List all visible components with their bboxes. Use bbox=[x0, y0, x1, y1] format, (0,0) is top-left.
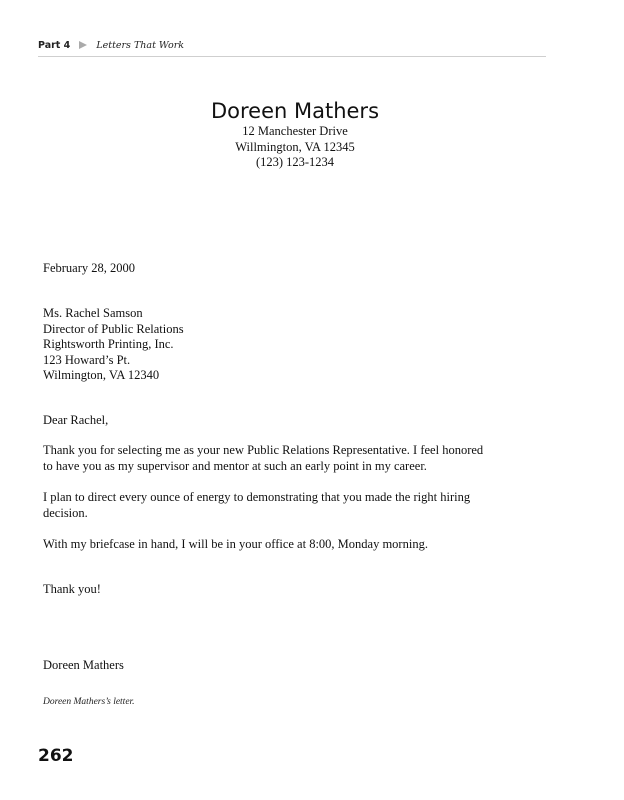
recipient-street: 123 Howard’s Pt. bbox=[43, 352, 131, 367]
part-label: Part 4 bbox=[38, 40, 71, 51]
body-paragraph bbox=[43, 490, 543, 521]
body-paragraph bbox=[43, 537, 543, 553]
paragraph-line: decision. bbox=[43, 505, 88, 520]
header-divider bbox=[38, 56, 546, 57]
recipient-title: Director of Public Relations bbox=[43, 321, 184, 336]
sender-city: Willmington, VA 12345 bbox=[235, 139, 355, 154]
recipient-city: Wilmington, VA 12340 bbox=[43, 368, 160, 382]
paragraph-line: With my briefcase in hand, I will be in your office at 8:00, Monday morning. bbox=[43, 537, 428, 551]
sender-street: 12 Manchester Drive bbox=[242, 124, 348, 138]
closing: Thank you! bbox=[43, 582, 101, 596]
body-paragraph bbox=[43, 443, 543, 474]
paragraph-line: to have you as my supervisor and mentor at such an early point in my career. bbox=[43, 458, 427, 473]
salutation: Dear Rachel, bbox=[43, 413, 109, 427]
recipient-address bbox=[43, 306, 543, 384]
paragraph-line: I plan to direct every ounce of energy to demonstrating that you made the right hiring bbox=[43, 490, 471, 504]
recipient-company: Rightsworth Printing, Inc. bbox=[43, 337, 174, 351]
page-number: 262 bbox=[38, 746, 74, 766]
paragraph-line: Thank you for selecting me as your new Public Relations Representative. I feel honored bbox=[43, 443, 484, 457]
letterhead bbox=[160, 98, 430, 171]
running-head bbox=[38, 40, 546, 56]
arrow-right-icon bbox=[79, 41, 87, 49]
sender-phone: (123) 123-1234 bbox=[255, 155, 335, 169]
recipient-name: Ms. Rachel Samson bbox=[43, 306, 143, 320]
letter-date: February 28, 2000 bbox=[43, 261, 135, 275]
sender-name: Doreen Mathers bbox=[210, 99, 380, 123]
signature-name: Doreen Mathers bbox=[43, 658, 124, 672]
section-title: Letters That Work bbox=[96, 40, 185, 51]
figure-caption: Doreen Mathers’s letter. bbox=[43, 697, 135, 707]
